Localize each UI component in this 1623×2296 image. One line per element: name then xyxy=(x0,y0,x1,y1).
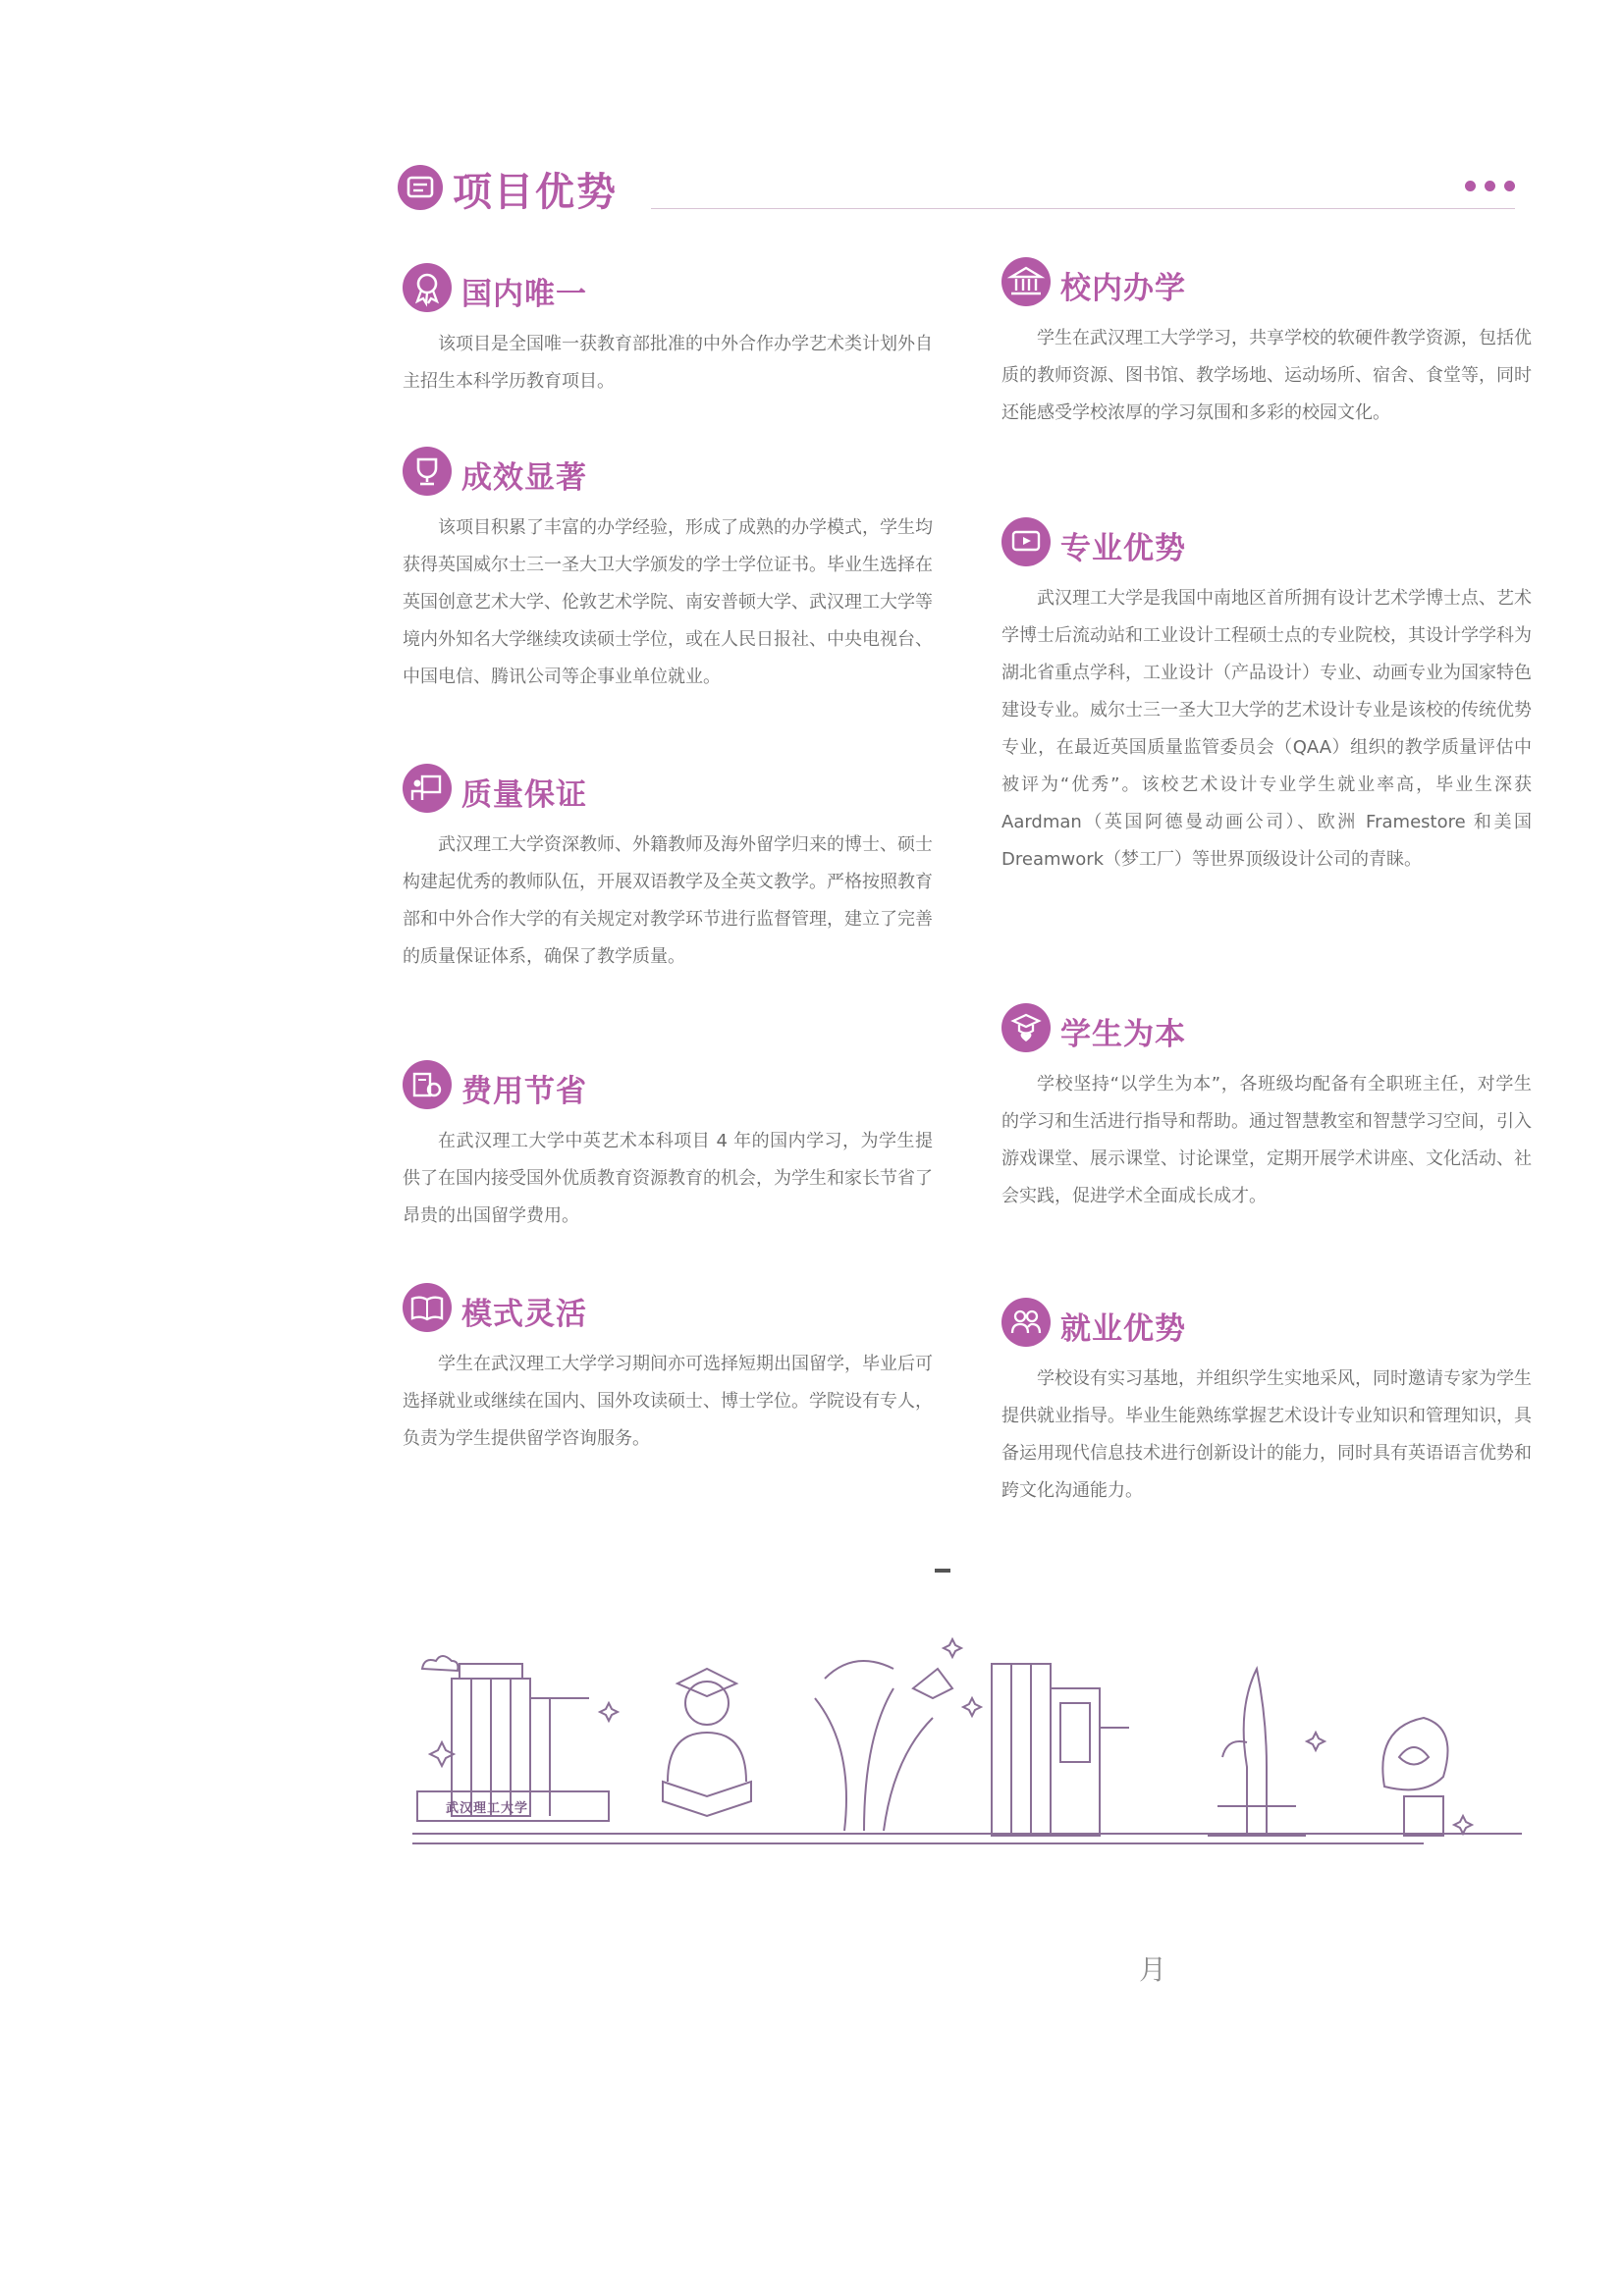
section-xiaonei-banxue xyxy=(1001,257,1532,432)
dots-ornament xyxy=(1465,181,1516,192)
header-divider xyxy=(651,208,1515,209)
section-body: 该项目积累了丰富的办学经验，形成了成熟的办学模式，学生均获得英国威尔士三一圣大卫大学颁发的学士学位证书。毕业生选择在英国创意艺术大学、伦敦艺术学院、南安普顿大学、武汉理工大学等境内外知名大学继续攻读硕士学位，或在人民日报社、中央电视台、中国电信、腾讯公司等企事业单位就业。 xyxy=(403,517,933,687)
campus-skyline-art xyxy=(403,1610,1532,1865)
presentation-icon xyxy=(1001,517,1051,566)
section-jiuye-youshi xyxy=(1001,1298,1532,1510)
section-xuesheng-weiben xyxy=(1001,1003,1532,1215)
chat-bubble-icon xyxy=(398,165,443,210)
open-book-icon xyxy=(403,1283,452,1332)
section-body: 学生在武汉理工大学学习期间亦可选择短期出国留学，毕业后可选择就业或继续在国内、国外攻读硕士、博士学位。学院设有专人，负责为学生提供留学咨询服务。 xyxy=(403,1354,933,1449)
trophy-icon xyxy=(403,447,452,496)
section-title: 学生为本 xyxy=(1060,1017,1186,1052)
section-body: 学校设有实习基地，并组织学生实地采风，同时邀请专家为学生提供就业指导。毕业生能熟练掌握艺术设计专业知识和管理知识，具备运用现代信息技术进行创新设计的能力，同时具有英语语言优势和跨文化沟通能力。 xyxy=(1001,1368,1532,1501)
page-title: 项目优势 xyxy=(453,170,618,215)
section-body: 在武汉理工大学中英艺术本科项目 4 年的国内学习，为学生提供了在国内接受国外优质教育资源教育的机会，为学生和家长节省了昂贵的出国留学费用。 xyxy=(403,1131,933,1226)
award-ribbon-icon xyxy=(403,263,452,312)
section-body: 学生在武汉理工大学学习，共享学校的软硬件教学资源，包括优质的教师资源、图书馆、教学场地、运动场所、宿舍、食堂等，同时还能感受学校浓厚的学习氛围和多彩的校园文化。 xyxy=(1001,328,1532,423)
teacher-board-icon xyxy=(403,764,452,813)
section-title: 模式灵活 xyxy=(461,1297,587,1332)
section-title: 国内唯一 xyxy=(461,277,587,312)
section-chengxiao-xianzhu xyxy=(403,447,933,696)
section-title: 费用节省 xyxy=(461,1074,587,1109)
people-group-icon xyxy=(1001,1298,1051,1347)
section-zhiliang-baozheng xyxy=(403,764,933,976)
section-moshi-linghuo xyxy=(403,1283,933,1458)
university-sign-text: 武汉理工大学 xyxy=(446,1801,529,1816)
section-feiyong-jiesheng xyxy=(403,1060,933,1235)
section-body: 武汉理工大学是我国中南地区首所拥有设计艺术学博士点、艺术学博士后流动站和工业设计工程硕士点的专业院校，其设计学学科为湖北省重点学科，工业设计（产品设计）专业、动画专业为国家特色建设专业。威尔士三一圣大卫大学的艺术设计专业是该校的传统优势专业，在最近英国质量监管委员会（QAA）组织的教学质量评估中被评为“优秀”。该校艺术设计专业学生就业率高，毕业生深获 Aardman（英国阿德曼动画公司）、欧洲 Framestore 和美国 Dreamwork（梦工厂）等世界顶级设计公司的青睐。 xyxy=(1001,588,1532,870)
savings-icon xyxy=(403,1060,452,1109)
footer-mark: 月 xyxy=(1139,1953,1167,1986)
section-body: 学校坚持“以学生为本”，各班级均配备有全职班主任，对学生的学习和生活进行指导和帮助。通过智慧教室和智慧学习空间，引入游戏课堂、展示课堂、讨论课堂，定期开展学术讲座、文化活动、社会实践，促进学术全面成长成才。 xyxy=(1001,1074,1532,1206)
graduate-heart-icon xyxy=(1001,1003,1051,1052)
section-title: 成效显著 xyxy=(461,460,587,496)
section-title: 专业优势 xyxy=(1060,531,1186,566)
section-title: 就业优势 xyxy=(1060,1311,1186,1347)
campus-line-illustration xyxy=(403,1610,1532,1865)
page-header xyxy=(398,159,1522,218)
section-body: 该项目是全国唯一获教育部批准的中外合作办学艺术类计划外自主招生本科学历教育项目。 xyxy=(403,334,933,392)
section-zhuanye-youshi xyxy=(1001,517,1532,879)
dash-mark xyxy=(935,1569,950,1573)
section-body: 武汉理工大学资深教师、外籍教师及海外留学归来的博士、硕士构建起优秀的教师队伍，开展双语教学及全英文教学。严格按照教育部和中外合作大学的有关规定对教学环节进行监督管理，建立了完善的质量保证体系，确保了教学质量。 xyxy=(403,834,933,967)
section-guonei-weiyi xyxy=(403,263,933,400)
section-title: 质量保证 xyxy=(461,777,587,813)
section-title: 校内办学 xyxy=(1060,271,1186,306)
school-building-icon xyxy=(1001,257,1051,306)
